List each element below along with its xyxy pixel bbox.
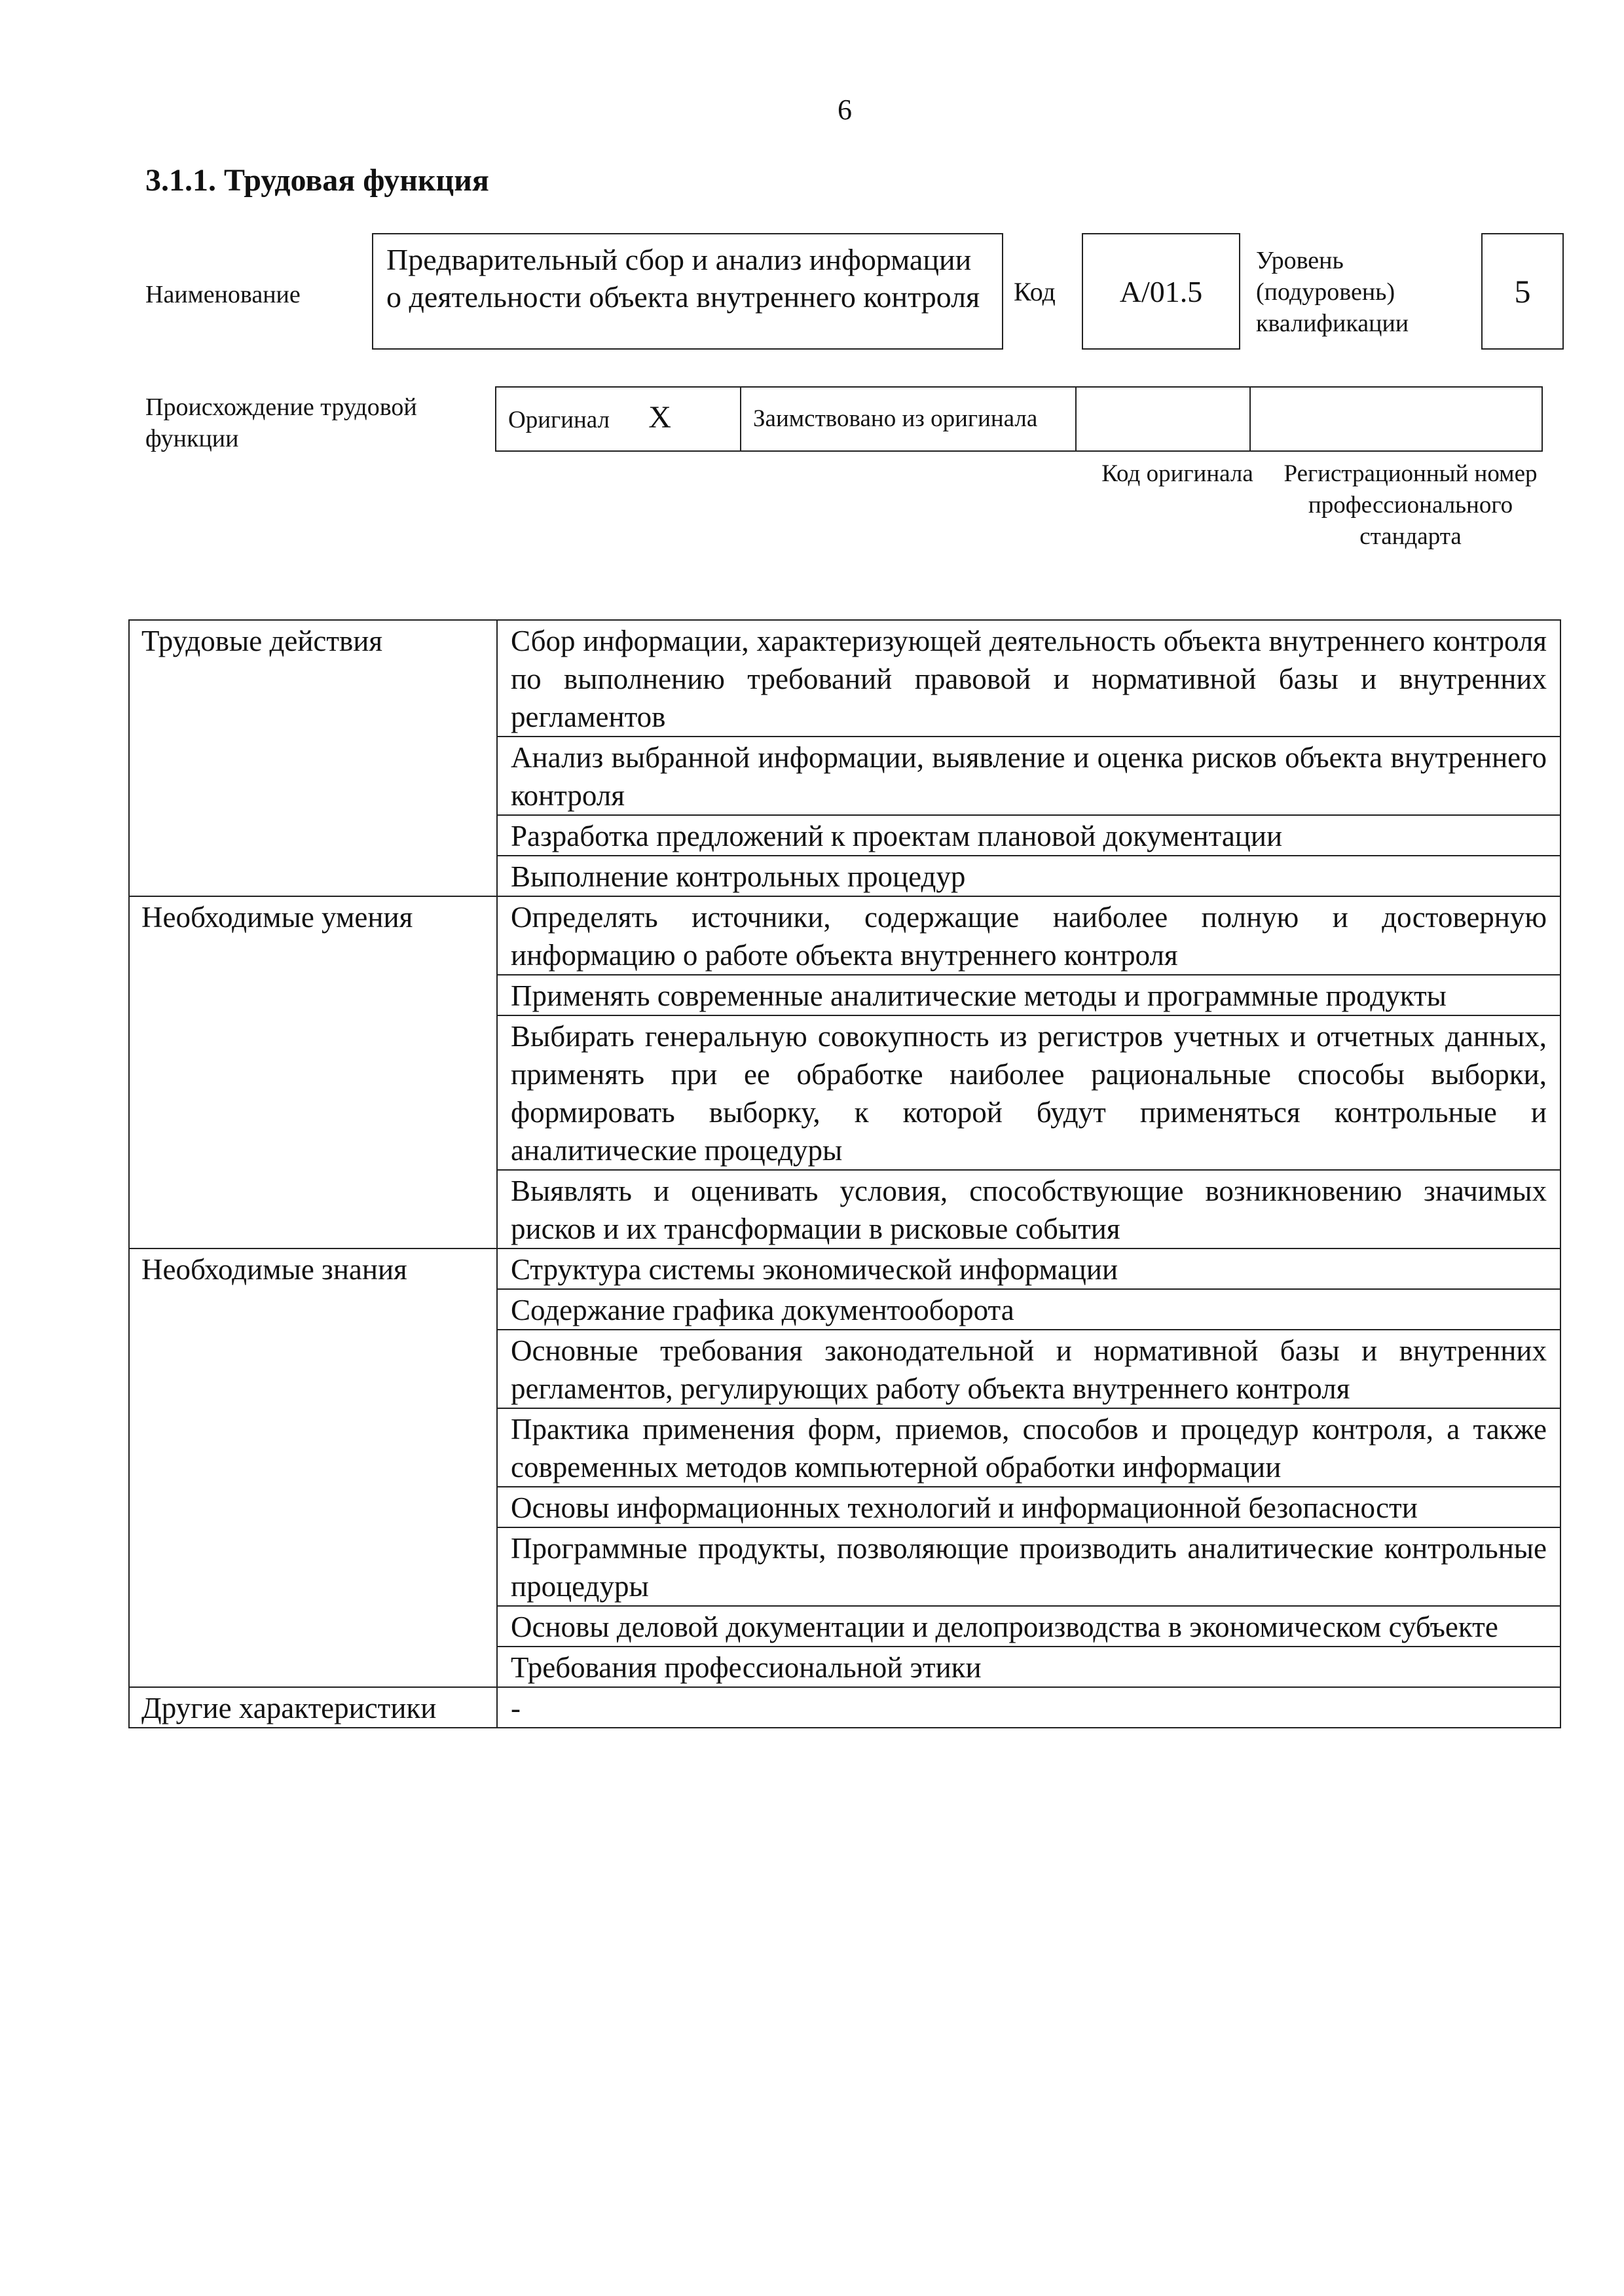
section-title: 3.1.1. Трудовая функция	[145, 163, 489, 198]
item-cell: Анализ выбранной информации, выявление и оценка рисков объекта внутреннего контроля	[497, 737, 1560, 815]
item-cell: Применять современные аналитические методы и программные продукты	[497, 975, 1560, 1015]
origin-code-cell	[1076, 387, 1250, 451]
code-caption: Код оригинала	[1101, 460, 1253, 487]
code-value: А/01.5	[1082, 233, 1240, 350]
origin-reg-cell	[1250, 387, 1542, 451]
item-cell: Основы информационных технологий и информационной безопасности	[497, 1487, 1560, 1527]
category-cell: Трудовые действия	[129, 620, 497, 896]
item-cell: Практика применения форм, приемов, способов и процедур контроля, а также современных методов компьютерной обработки информации	[497, 1408, 1560, 1487]
item-cell: Выполнение контрольных процедур	[497, 856, 1560, 896]
page-number: 6	[838, 94, 852, 126]
table-row	[129, 1248, 1560, 1289]
item-cell: Сбор информации, характеризующей деятельность объекта внутреннего контроля по выполнению требований правовой и нормативной базы и внутренних регламентов	[497, 620, 1560, 737]
original-mark: X	[648, 400, 671, 435]
name-label: Наименование	[145, 281, 301, 308]
item-cell: Программные продукты, позволяющие производить аналитические контрольные процедуры	[497, 1527, 1560, 1606]
item-cell: Определять источники, содержащие наиболее полную и достоверную информацию о работе объекта внутреннего контроля	[497, 896, 1560, 975]
table-row	[129, 1687, 1560, 1728]
origin-original-cell	[496, 387, 741, 451]
item-cell: Основные требования законодательной и нормативной базы и внутренних регламентов, регулирующих работу объекта внутреннего контроля	[497, 1330, 1560, 1408]
item-cell: Структура системы экономической информации	[497, 1248, 1560, 1289]
level-label: Уровень (подуровень) квалификации	[1256, 247, 1409, 337]
item-cell: -	[497, 1687, 1560, 1728]
item-cell: Содержание графика документооборота	[497, 1289, 1560, 1330]
origin-table	[495, 386, 1543, 452]
category-cell: Необходимые знания	[129, 1248, 497, 1687]
category-cell: Другие характеристики	[129, 1687, 497, 1728]
item-cell: Выявлять и оценивать условия, способствующие возникновению значимых рисков и их трансформации в рисковые события	[497, 1170, 1560, 1248]
item-cell: Разработка предложений к проектам плановой документации	[497, 815, 1560, 856]
reg-caption: Регистрационный номер профессионального стандарта	[1283, 460, 1538, 550]
original-label: Оригинал	[508, 407, 610, 433]
competency-table	[128, 619, 1561, 1728]
code-label: Код	[1014, 277, 1056, 306]
category-cell: Необходимые умения	[129, 896, 497, 1248]
table-row	[129, 896, 1560, 975]
borrowed-label: Заимствовано из оригинала	[741, 387, 1076, 451]
name-value: Предварительный сбор и анализ информации о деятельности объекта внутреннего контроля	[372, 233, 1003, 350]
origin-label: Происхождение трудовой функции	[145, 393, 417, 452]
level-value: 5	[1481, 233, 1564, 350]
item-cell: Основы деловой документации и делопроизводства в экономическом субъекте	[497, 1606, 1560, 1647]
item-cell: Выбирать генеральную совокупность из регистров учетных и отчетных данных, применять при ее обработке наиболее рациональные способы выборки, формировать выборку, к которой будут применяться контрольные и аналитические процедуры	[497, 1015, 1560, 1170]
item-cell: Требования профессиональной этики	[497, 1647, 1560, 1687]
table-row	[129, 620, 1560, 737]
